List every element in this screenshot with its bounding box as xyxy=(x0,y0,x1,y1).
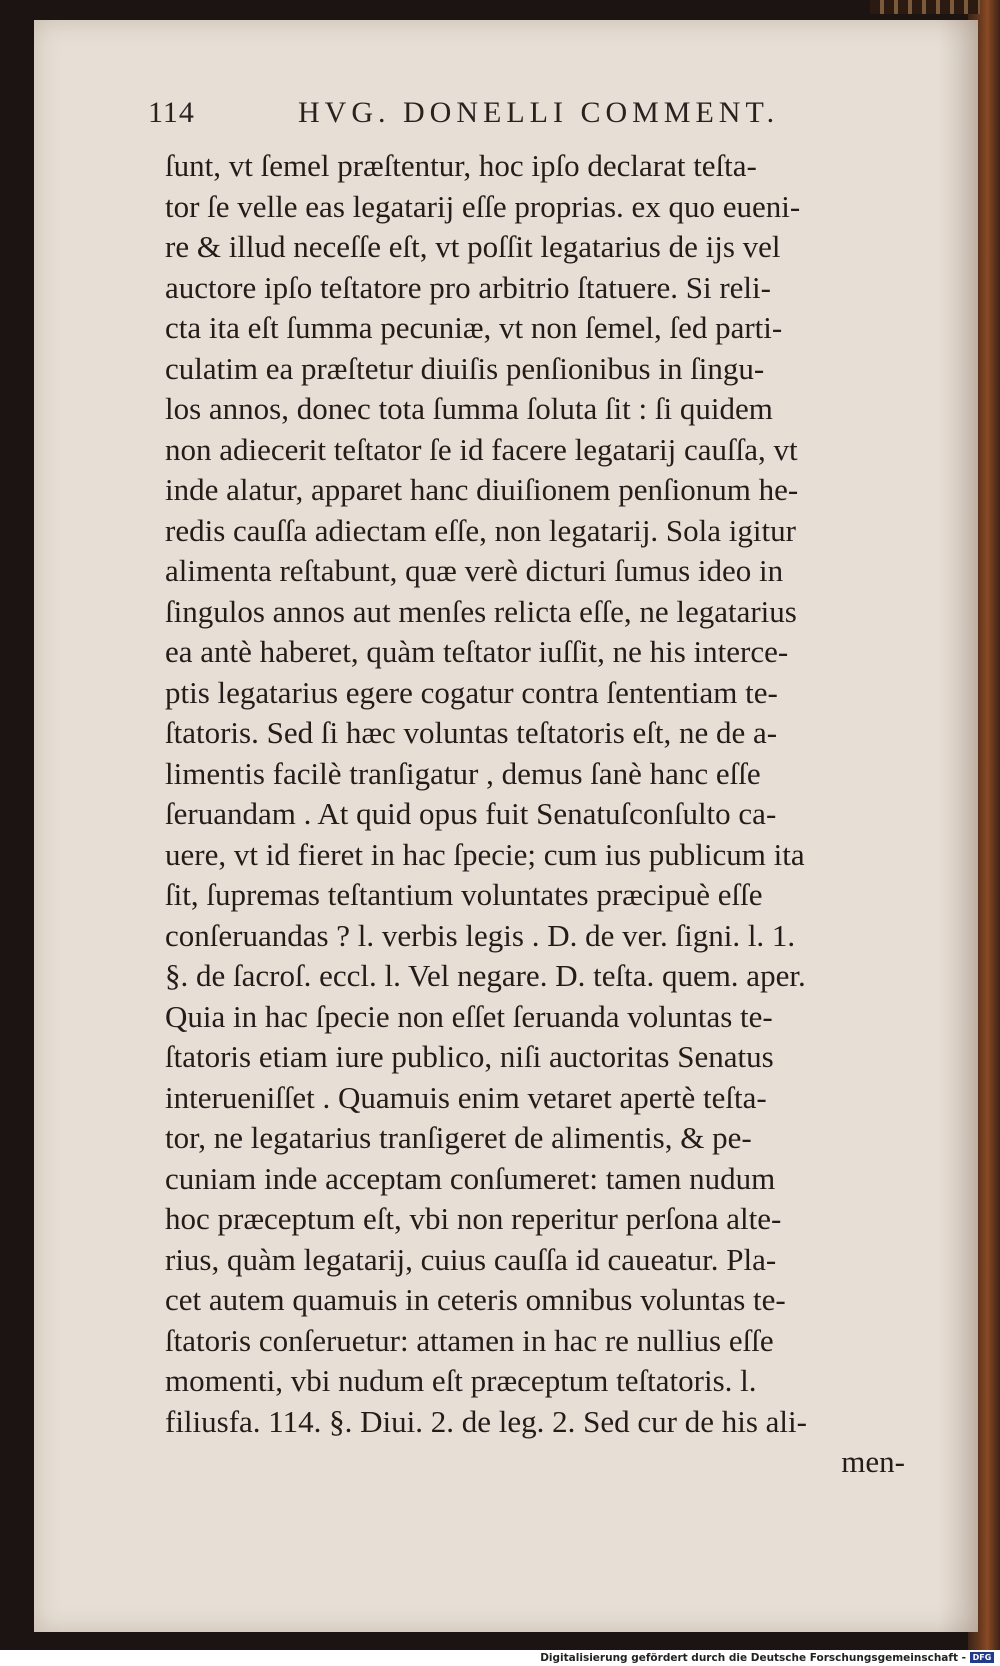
text-line: inde alatur, apparet hanc diuiſionem penſionum he- xyxy=(165,472,799,507)
text-line: ſit, ſupremas teſtantium voluntates præcipuè eſſe xyxy=(165,877,763,912)
running-head xyxy=(148,96,848,140)
text-line: Quia in hac ſpecie non eſſet ſeruanda voluntas te- xyxy=(165,998,773,1034)
text-line: ſunt, vt ſemel præſtentur, hoc ipſo declarat teſta- xyxy=(165,148,757,183)
digitization-credit: Digitalisierung gefördert durch die Deutsche Forschungsgemeinschaft - xyxy=(540,1652,966,1664)
text-line: culatim ea præſtetur diuiſis penſionibus in ſingu- xyxy=(165,350,765,386)
body-text xyxy=(165,146,905,1483)
text-line: ſeruandam . At quid opus fuit Senatuſconſulto ca- xyxy=(165,796,777,831)
text-line: momenti, vbi nudum eſt præceptum teſtatoris. l. xyxy=(165,1363,757,1398)
text-line: auctore ipſo teſtatore pro arbitrio ſtatuere. Si reli- xyxy=(165,269,771,305)
text-line: ſtatoris etiam iure publico, niſi auctoritas Senatus xyxy=(165,1039,774,1074)
text-line: ea antè haberet, quàm teſtator iuſſit, ne his interce- xyxy=(165,634,789,669)
text-line: interueniſſet . Quamuis enim vetaret apertè teſta- xyxy=(165,1079,767,1115)
gutter-shadow xyxy=(938,20,978,1632)
text-line: cet autem quamuis in ceteris omnibus voluntas te- xyxy=(165,1282,786,1317)
text-line: alimenta reſtabunt, quæ verè dicturi ſumus ideo in xyxy=(165,553,784,588)
text-line: redis cauſſa adiectam eſſe, non legatarij. Sola igitur xyxy=(165,512,796,548)
running-title: HVG. DONELLI COMMENT. xyxy=(298,96,780,129)
text-line: ſtatoris conſeruetur: attamen in hac re nullius eſſe xyxy=(165,1322,774,1358)
text-line: los annos, donec tota ſumma ſoluta ſit : ſi quidem xyxy=(165,391,773,426)
text-line: tor, ne legatarius tranſigeret de alimentis, & pe- xyxy=(165,1120,752,1155)
text-line: re & illud neceſſe eſt, vt poſſit legatarius de ijs vel xyxy=(165,229,781,264)
text-line: filiusfa. 114. §. Diui. 2. de leg. 2. Sed cur de his ali- xyxy=(165,1403,807,1439)
page-number: 114 xyxy=(148,96,195,129)
text-line: hoc præceptum eſt, vbi non reperitur perſona alte- xyxy=(165,1201,782,1236)
book-edge-top xyxy=(870,0,980,14)
text-line: cuniam inde acceptam conſumeret: tamen nudum xyxy=(165,1160,776,1196)
text-line: tor ſe velle eas legatarij eſſe proprias. ex quo eueni- xyxy=(165,188,801,224)
text-line: §. de ſacroſ. eccl. l. Vel negare. D. teſta. quem. aper. xyxy=(165,958,806,993)
text-line: conſeruandas ? l. verbis legis . D. de ver. ſigni. l. 1. xyxy=(165,917,796,953)
text-line: ptis legatarius egere cogatur contra ſententiam te- xyxy=(165,674,778,710)
text-line: ſtatoris. Sed ſi hæc voluntas teſtatoris eſt, ne de a- xyxy=(165,715,778,750)
text-line: cta ita eſt ſumma pecuniæ, vt non ſemel, ſed parti- xyxy=(165,310,783,345)
text-line: limentis facilè tranſigatur , demus ſanè hanc eſſe xyxy=(165,755,761,791)
text-line: ſingulos annos aut menſes relicta eſſe, ne legatarius xyxy=(165,593,797,629)
text-line: rius, quàm legatarij, cuius cauſſa id caueatur. Pla- xyxy=(165,1241,777,1277)
dfg-logo: DFG xyxy=(970,1652,994,1663)
text-line: non adiecerit teſtator ſe id facere legatarij cauſſa, vt xyxy=(165,431,798,467)
catchword: men- xyxy=(841,1444,905,1479)
text-line: uere, vt id fieret in hac ſpecie; cum ius publicum ita xyxy=(165,836,805,872)
